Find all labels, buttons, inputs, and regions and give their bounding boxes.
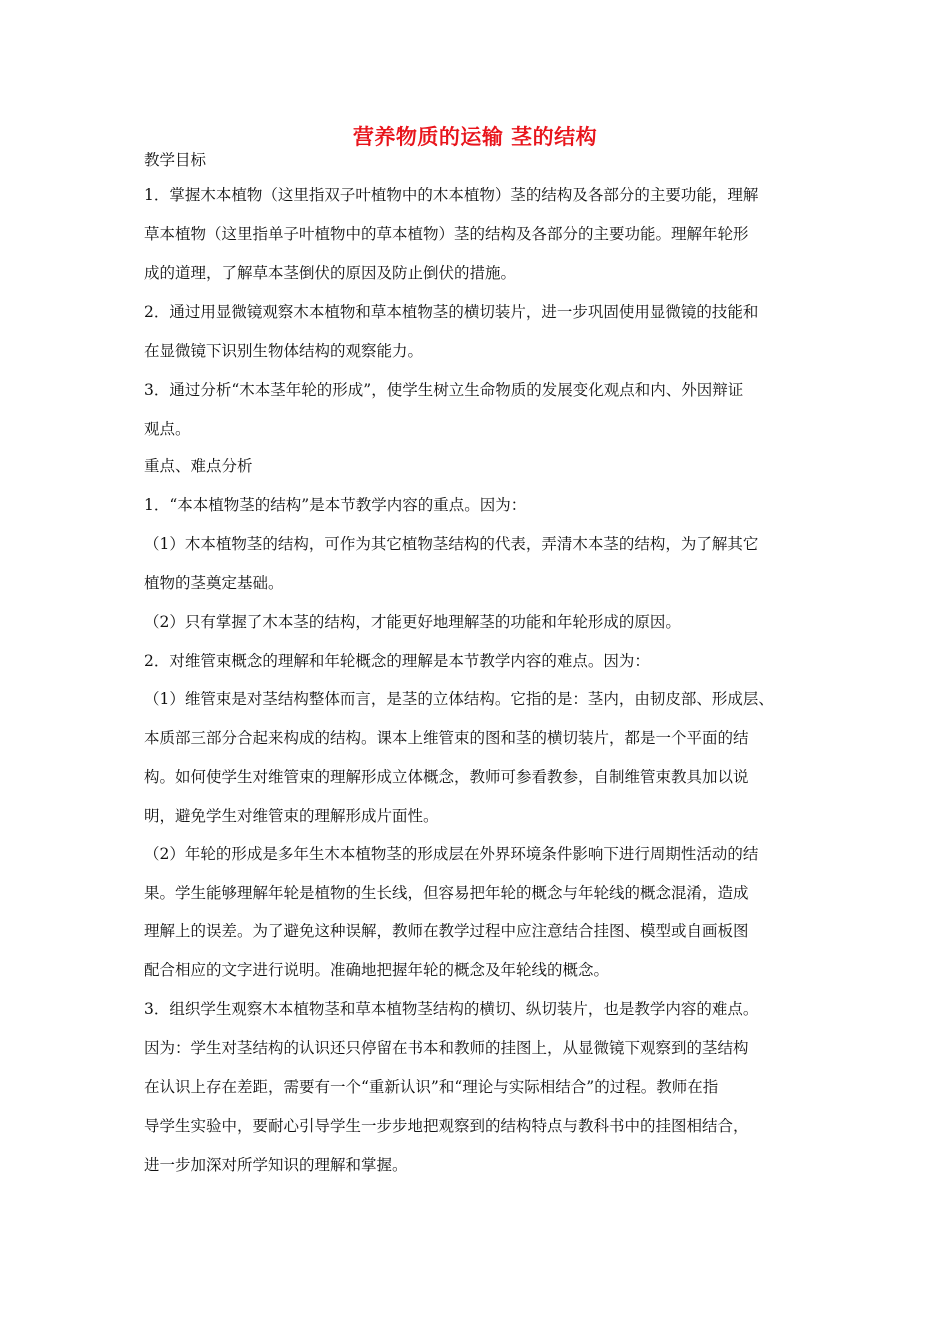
text-line: 果。学生能够理解年轮是植物的生长线，但容易把年轮的概念与年轮线的概念混淆，造成 [144, 884, 749, 902]
text-line: （1）维管束是对茎结构整体而言，是茎的立体结构。它指的是：茎内，由韧皮部、形成层、 [144, 690, 774, 708]
text-line: 因为：学生对茎结构的认识还只停留在书本和教师的挂图上，从显微镜下观察到的茎结构 [144, 1039, 749, 1057]
text-line: 1．掌握木本植物（这里指双子叶植物中的木本植物）茎的结构及各部分的主要功能，理解 [144, 186, 759, 204]
text-line: 成的道理，了解草本茎倒伏的原因及防止倒伏的措施。 [144, 264, 517, 282]
text-line: 在显微镜下识别生物体结构的观察能力。 [144, 342, 424, 360]
text-line: 植物的茎奠定基础。 [144, 574, 284, 592]
text-line: 3．通过分析“木本茎年轮的形成”，使学生树立生命物质的发展变化观点和内、外因辩证 [144, 381, 744, 399]
text-line: 进一步加深对所学知识的理解和掌握。 [144, 1156, 408, 1174]
text-line: 本质部三部分合起来构成的结构。课本上维管束的图和茎的横切装片，都是一个平面的结 [144, 729, 749, 747]
text-line: 重点、难点分析 [144, 457, 253, 475]
text-line: 明，避免学生对维管束的理解形成片面性。 [144, 807, 439, 825]
text-line: 配合相应的文字进行说明。准确地把握年轮的概念及年轮线的概念。 [144, 961, 610, 979]
text-line: 导学生实验中，要耐心引导学生一步步地把观察到的结构特点与教科书中的挂图相结合， [144, 1117, 749, 1135]
text-line: 2．对维管束概念的理解和年轮概念的理解是本节教学内容的难点。因为： [144, 652, 650, 670]
text-line: 构。如何使学生对维管束的理解形成立体概念，教师可参看教参，自制维管束教具加以说 [144, 768, 749, 786]
text-line: 2．通过用显微镜观察木本植物和草本植物茎的横切装片，进一步巩固使用显微镜的技能和 [144, 303, 759, 321]
text-line: （1）木本植物茎的结构，可作为其它植物茎结构的代表，弄清木本茎的结构，为了解其它 [144, 535, 759, 553]
text-line: 教学目标 [144, 151, 207, 169]
text-line: 3．组织学生观察木本植物茎和草本植物茎结构的横切、纵切装片，也是教学内容的难点。 [144, 1000, 759, 1018]
text-line: （2）只有掌握了木本茎的结构，才能更好地理解茎的功能和年轮形成的原因。 [144, 613, 681, 631]
text-line: 在认识上存在差距，需要有一个“重新认识”和“理论与实际相结合”的过程。教师在指 [144, 1078, 719, 1096]
text-line: （2）年轮的形成是多年生木本植物茎的形成层在外界环境条件影响下进行周期性活动的结 [144, 845, 759, 863]
text-line: 观点。 [144, 420, 191, 438]
text-line: 1．“本本植物茎的结构”是本节教学内容的重点。因为： [144, 496, 527, 514]
document-title: 营养物质的运输 茎的结构 [352, 125, 598, 149]
text-line: 草本植物（这里指单子叶植物中的草本植物）茎的结构及各部分的主要功能。理解年轮形 [144, 225, 749, 243]
text-line: 理解上的误差。为了避免这种误解，教师在教学过程中应注意结合挂图、模型或自画板图 [144, 922, 749, 940]
